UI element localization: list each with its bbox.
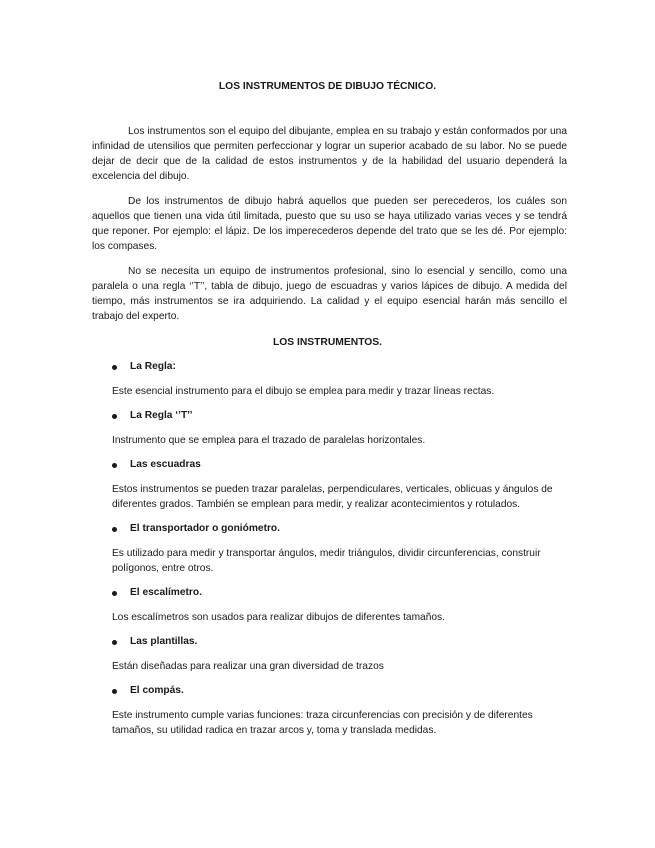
bullet-icon [112, 527, 117, 532]
item-name-escalimetro: El escalímetro. [130, 587, 202, 598]
item-desc-escalimetro: Los escalímetros son usados para realizar dibujos de diferentes tamaños. [112, 612, 445, 623]
item-desc-escuadras: Estos instrumentos se pueden trazar paralelas, perpendiculares, verticales, oblicuas y ángulos de diferentes grados. También se emplean para medir, y realizar acontecimientos y rotulados. [112, 484, 553, 510]
paragraph-2: De los instrumentos de dibujo habrá aquellos que pueden ser perecederos, los cuáles son aquellos que tienen una vida útil limitada, puesto que su uso se haya utilizado varias veces y se tendrá que reponer. Por ejemplo: el lápiz. De los imperecederos depende del trato que se les dé. Por ejemplo: los compases. [92, 196, 567, 252]
item-name-plantillas: Las plantillas. [130, 636, 198, 647]
bullet-icon [112, 463, 117, 468]
item-desc-regla: Este esencial instrumento para el dibujo se emplea para medir y trazar líneas rectas. [112, 386, 495, 397]
item-desc-plantillas: Están diseñadas para realizar una gran diversidad de trazos [112, 661, 384, 672]
bullet-icon [112, 414, 117, 419]
item-desc-regla-t: Instrumento que se emplea para el trazado de paralelas horizontales. [112, 435, 426, 446]
paragraph-1: Los instrumentos son el equipo del dibujante, emplea en su trabajo y están conformados por una infinidad de utensilios que permiten perfeccionar y lograr un superior acabado de su labor. No se puede dejar de decir que de la calidad de estos instrumentos y de la habilidad del usuario dependerá la excelencia del dibujo. [92, 126, 567, 182]
bullet-icon [112, 689, 117, 694]
section-title: LOS INSTRUMENTOS. [272, 337, 383, 348]
bullet-icon [112, 591, 117, 596]
item-desc-transportador: Es utilizado para medir y transportar ángulos, medir triángulos, dividir circunferencias, construir polígonos, entre otros. [112, 548, 541, 574]
bullet-icon [112, 365, 117, 370]
document-title: LOS INSTRUMENTOS DE DIBUJO TÉCNICO. [218, 81, 437, 92]
item-name-compas: El compás. [130, 685, 184, 696]
bullet-icon [112, 640, 117, 645]
item-name-regla-t: La Regla ‘’T’’ [130, 410, 193, 421]
item-name-escuadras: Las escuadras [130, 459, 201, 470]
item-desc-compas: Este instrumento cumple varias funciones: traza circunferencias con precisión y de diferentes tamaños, su utilidad radica en trazar arcos y, toma y translada medidas. [112, 710, 533, 736]
item-name-transportador: El transportador o goniómetro. [130, 523, 280, 534]
item-name-regla: La Regla: [130, 361, 176, 372]
paragraph-3: No se necesita un equipo de instrumentos profesional, sino lo esencial y sencillo, como una paralela o una regla ‘’T’’, tabla de dibujo, juego de escuadras y varios lápices de dibujo. A medida del tiempo, más instrumentos se ira adquiriendo. La calidad y el equipo esencial harán más sencillo el trabajo del experto. [92, 266, 567, 322]
